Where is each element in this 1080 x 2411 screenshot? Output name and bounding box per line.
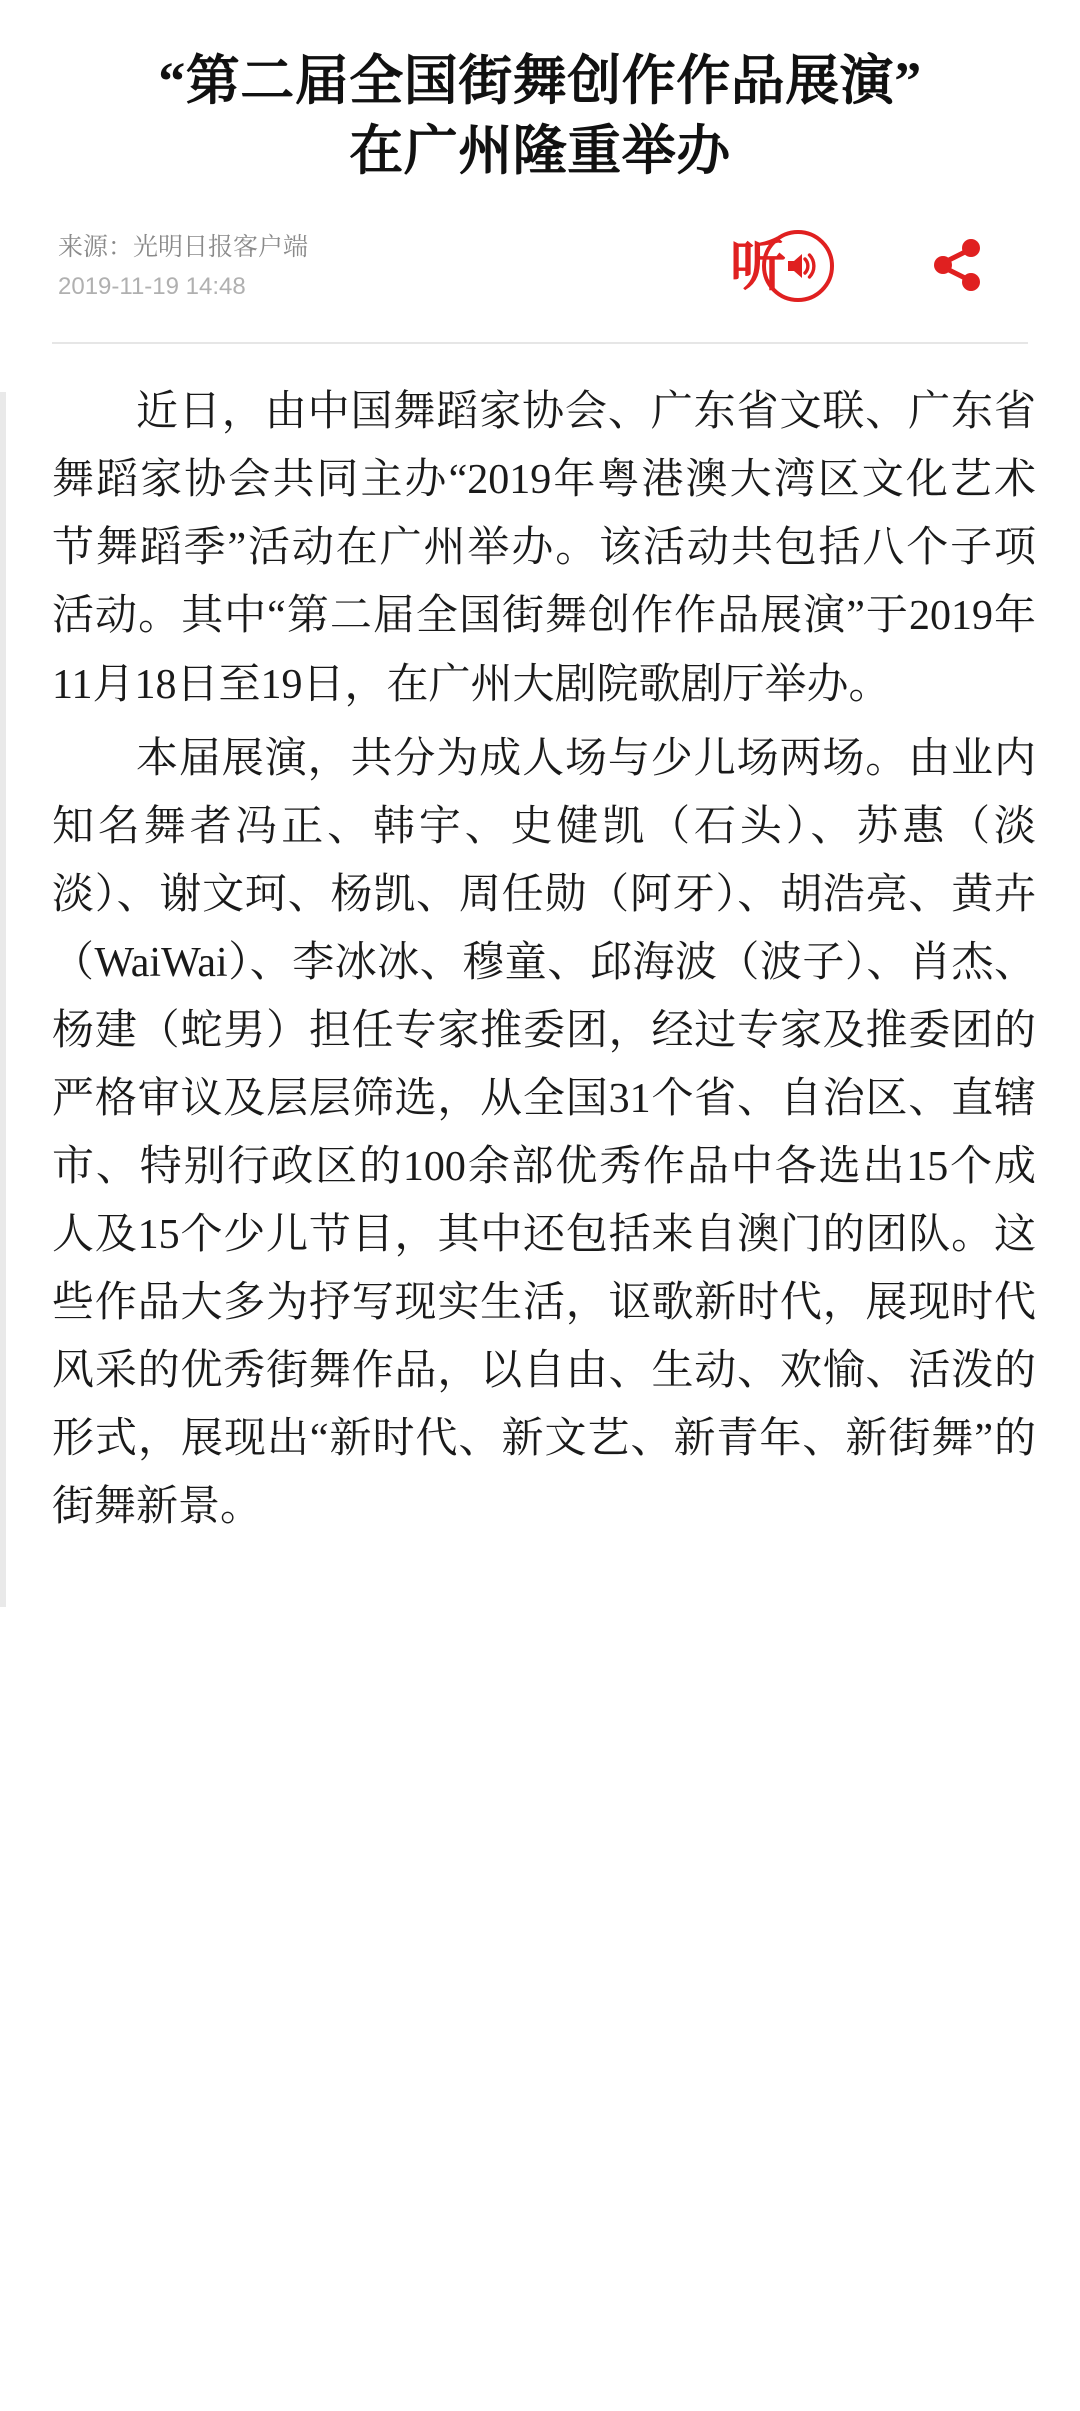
article-paragraph-2: 本届展演，共分为成人场与少儿场两场。由业内知名舞者冯正、韩宇、史健凯（石头）、苏惠（淡淡）、谢文珂、杨凯、周任勋（阿牙）、胡浩亮、黄卉（WaiWai）、李冰冰、穆童、邱海波（波子）、肖杰、杨建（蛇男）担任专家推委团，经过专家及推委团的严格审议及层层筛选，从全国31个省、自治区、直辖市、特别行政区的100余部优秀作品中各选出15个成人及15个少儿节目，其中还包括来自澳门的团队。这些作品大多为抒写现实生活，讴歌新时代，展现时代风采的优秀街舞作品，以自由、生动、欢愉、活泼的形式，展现出“新时代、新文艺、新青年、新街舞”的街舞新景。 [52,735,1036,1530]
publish-timestamp: 2019-11-19 14:48 [58,272,246,300]
share-icon [926,234,988,301]
page-title [52,46,1028,186]
meta-actions [730,228,1018,306]
left-accent-rail [0,392,6,1607]
share-button[interactable] [924,234,990,300]
article-paragraph-1: 近日，由中国舞蹈家协会、广东省文联、广东省舞蹈家协会共同主办“2019年粤港澳大湾区文化艺术节舞蹈季”活动在广州举办。该活动共包括八个子项活动。其中“第二届全国街舞创作作品展演”于2019年11月18日至19日，在广州大剧院歌剧厅举办。 [52,389,1036,708]
article-header [0,0,1080,344]
source-label: 来源：光明日报客户端 [58,233,309,262]
meta-left-group [58,234,308,300]
article-meta-row [52,228,1028,306]
listen-button-label: 听 [730,236,786,299]
headline-line-1: “第二届全国街舞创作作品展演” [158,51,922,111]
headline-line-2: 在广州隆重举办 [349,121,731,182]
listen-button[interactable] [730,228,834,306]
article-body [0,344,1080,1607]
sound-wave-icon [762,230,834,302]
